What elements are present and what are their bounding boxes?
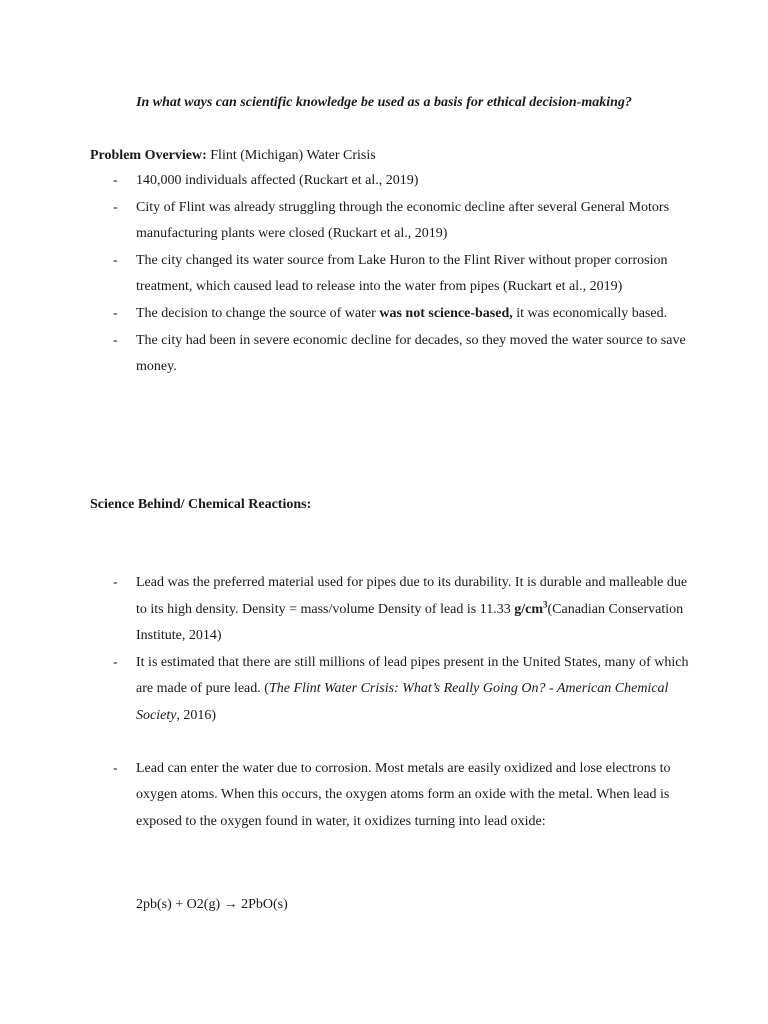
density-unit: $g/cm^3$	[514, 598, 548, 617]
overview-list	[90, 168, 690, 381]
science-list	[90, 570, 690, 835]
chemical-equation: 2pb(s) + O2(g) → 2PbO(s)	[136, 897, 288, 912]
list-item: - Lead can enter the water due to corrosion. Most metals are easily oxidized and lose electrons to oxygen atoms. When this occurs, the oxygen atoms form an oxide with the metal. When lead is exposed to the oxygen found in water, it oxidizes turning into lead oxide:	[113, 760, 671, 829]
section-heading: Science Behind/ Chemical Reactions:	[90, 497, 312, 512]
problem-overview	[90, 147, 376, 165]
list-item: - Lead was the preferred material used for pipes due to its durability. It is durable and malleable due to its high density. Density = mass/volume Density of lead is 11.33 $g/cm^3(Canadian$ Conservation Institute, 2014)	[113, 575, 688, 644]
essay-question: In what ways can scientific knowledge be used as a basis for ethical decision-making?	[136, 95, 632, 110]
list-item: - It is estimated that there are still millions of lead pipes present in the United States, many of which are made of pure lead. (The Flint Water Crisis: What’s Really Going On? - American Chemical Society, 2016)	[113, 654, 689, 723]
problem-overview-text: Flint (Michigan) Water Crisis	[206, 148, 376, 163]
problem-overview-label: Problem Overview:	[90, 148, 207, 163]
emphasis-text: was not science-based,	[379, 305, 513, 321]
list-item: - 140,000 individuals affected (Ruckart et al., 2019)	[113, 173, 419, 188]
list-item: - The decision to change the source of water was not science-based, it was economically based.	[113, 305, 668, 321]
list-item: - The city changed its water source from Lake Huron to the Flint River without proper corrosion treatment, which caused lead to release into the water from pipes (Ruckart et al., 2019)	[113, 252, 668, 295]
list-item: - The city had been in severe economic decline for decades, so they moved the water source to save money.	[113, 332, 686, 375]
list-item: - City of Flint was already struggling through the economic decline after several General Motors manufacturing plants were closed (Ruckart et al., 2019)	[113, 199, 670, 242]
citation-title: The Flint Water Crisis: What’s Really Going On? - American Chemical Society	[136, 681, 669, 723]
